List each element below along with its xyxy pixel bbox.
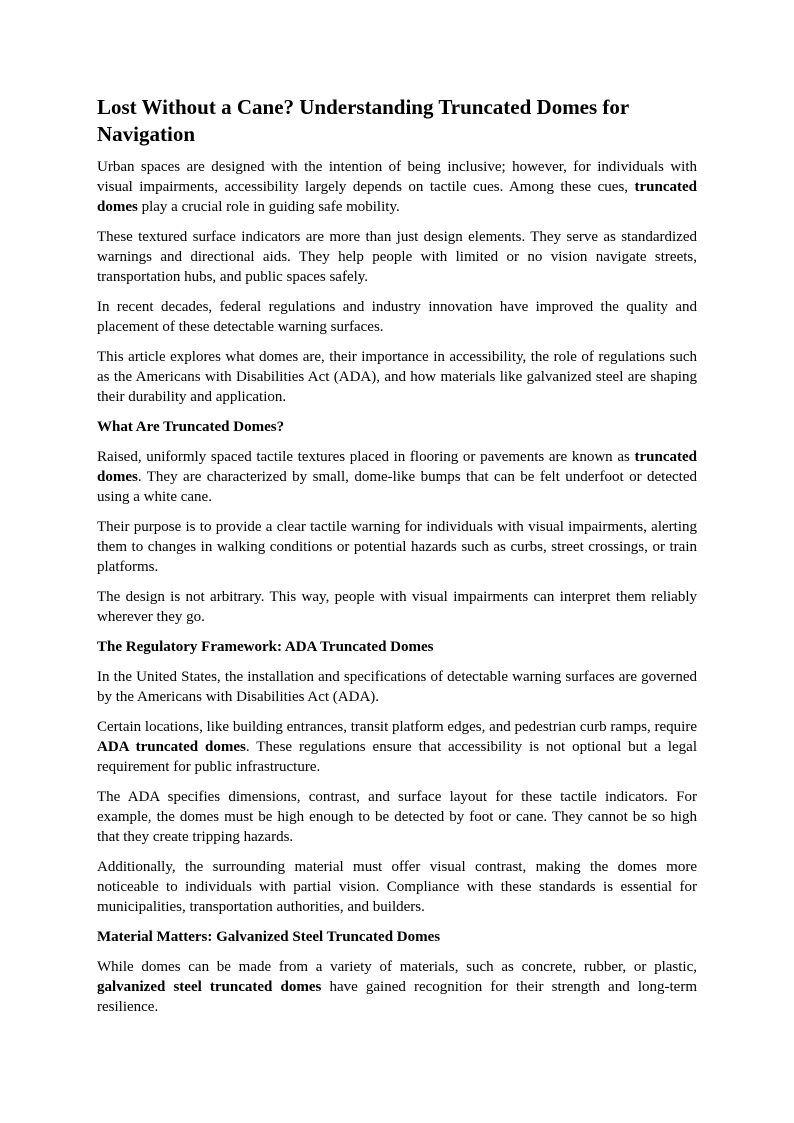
text-run: have gained recognition for their strength and long-term resilience. xyxy=(97,979,697,1015)
intro-paragraph-3: In recent decades, federal regulations and industry innovation have improved the quality and placement of these detectable warning surfaces. xyxy=(97,299,697,335)
section-heading-what-are: What Are Truncated Domes? xyxy=(97,419,285,435)
section3-paragraph-1 xyxy=(97,957,697,1017)
text-run: . They are characterized by small, dome-like bumps that can be felt underfoot or detected using a white cane. xyxy=(97,469,697,505)
section1-paragraph-1 xyxy=(97,447,697,507)
text-run: play a crucial role in guiding safe mobility. xyxy=(137,199,400,215)
text-run: . These regulations ensure that accessibility is not optional but a legal requirement for public infrastructure. xyxy=(97,739,697,775)
section-heading-material: Material Matters: Galvanized Steel Truncated Domes xyxy=(97,929,441,945)
section2-paragraph-3: The ADA specifies dimensions, contrast, and surface layout for these tactile indicators. For example, the domes must be high enough to be detected by foot or cane. They cannot be so high that they create tripping hazards. xyxy=(97,789,697,845)
bold-term-galvanized-steel: galvanized steel truncated domes xyxy=(97,979,322,995)
section1-paragraph-2: Their purpose is to provide a clear tactile warning for individuals with visual impairments, alerting them to changes in walking conditions or potential hazards such as curbs, street crossings, or train platforms. xyxy=(97,519,697,575)
text-run: Certain locations, like building entrances, transit platform edges, and pedestrian curb ramps, require xyxy=(97,719,697,735)
section1-paragraph-3: The design is not arbitrary. This way, people with visual impairments can interpret them reliably wherever they go. xyxy=(97,589,697,625)
intro-paragraph-2: These textured surface indicators are more than just design elements. They serve as standardized warnings and directional aids. They help people with limited or no vision navigate streets, transportation hubs, and public spaces safely. xyxy=(97,229,697,285)
text-run: Urban spaces are designed with the intention of being inclusive; however, for individuals with visual impairments, accessibility largely depends on tactile cues. Among these cues, xyxy=(97,159,697,195)
article-title: Lost Without a Cane? Understanding Truncated Domes for Navigation xyxy=(97,95,629,146)
section-heading-regulatory: The Regulatory Framework: ADA Truncated Domes xyxy=(97,639,434,655)
bold-term-truncated-domes: truncated domes xyxy=(97,179,697,215)
section2-paragraph-2 xyxy=(97,717,697,777)
section2-paragraph-4: Additionally, the surrounding material must offer visual contrast, making the domes more noticeable to individuals with partial vision. Compliance with these standards is essential for municipalities, transportation authorities, and builders. xyxy=(97,859,697,915)
intro-paragraph-4: This article explores what domes are, their importance in accessibility, the role of regulations such as the Americans with Disabilities Act (ADA), and how materials like galvanized steel are shaping their durability and application. xyxy=(97,349,697,405)
bold-term-ada-truncated-domes: ADA truncated domes xyxy=(97,739,246,755)
text-run: While domes can be made from a variety of materials, such as concrete, rubber, or plastic, xyxy=(97,959,697,975)
bold-term-truncated-domes: truncated domes xyxy=(97,449,697,485)
section2-paragraph-1: In the United States, the installation and specifications of detectable warning surfaces are governed by the Americans with Disabilities Act (ADA). xyxy=(97,669,697,705)
intro-paragraph-1 xyxy=(97,157,697,217)
text-run: Raised, uniformly spaced tactile textures placed in flooring or pavements are known as xyxy=(97,449,635,465)
article xyxy=(97,94,697,1027)
